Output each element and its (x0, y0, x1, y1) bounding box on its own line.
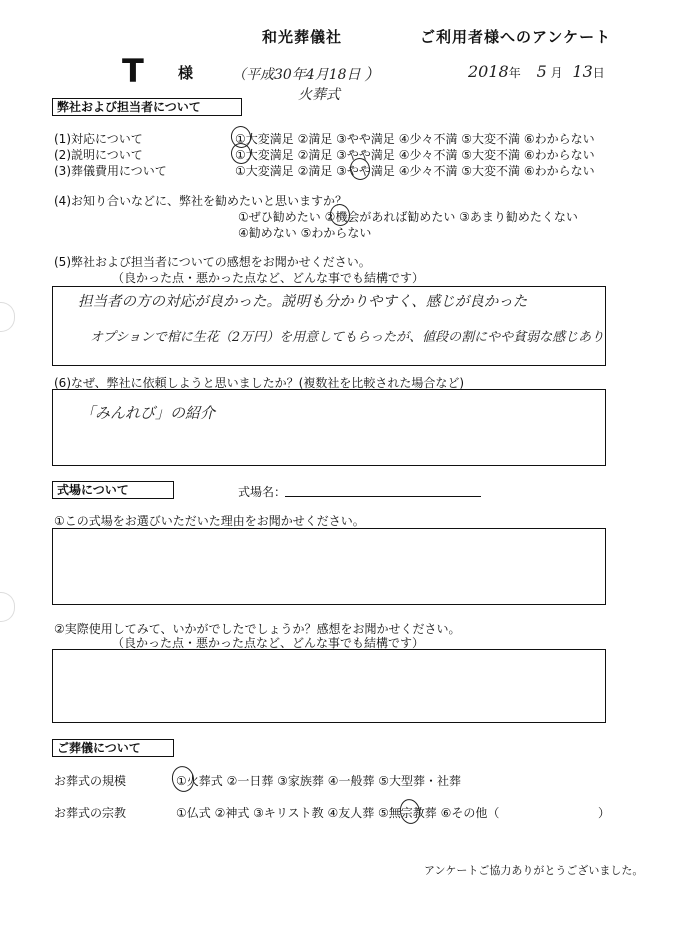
section-venue-heading: 式場について (52, 481, 174, 499)
q6-label: (6)なぜ、弊社に依頼しようと思いましたか？(複数社を比較された場合など) (54, 376, 465, 390)
section-staff-heading: 弊社および担当者について (52, 98, 242, 116)
funeral-religion-label: お葬式の宗教 (54, 806, 127, 820)
q4-options-line2: ④勧めない ⑤わからない (238, 226, 372, 240)
q4-options-line1: ①ぜひ勧めたい ②機会があれば勧めたい ③あまり勧めたくない (238, 210, 578, 224)
handwritten-ceremony-date: （平成30年4月18日 (232, 67, 361, 83)
date-month: 5 (536, 62, 547, 81)
customer-name: T (122, 52, 144, 90)
funeral-religion-selected-circle (398, 797, 423, 826)
q6-answer-box[interactable] (52, 389, 606, 466)
q5-sub-label: （良かった点・悪かった点など、どんな事でも結構です） (112, 271, 425, 285)
date-day: 13 (572, 62, 593, 81)
venue-q2-answer-box[interactable] (52, 649, 606, 723)
handwritten-ceremony-type: 火葬式 (298, 87, 340, 103)
punch-hole (0, 592, 15, 622)
funeral-scale-label: お葬式の規模 (54, 774, 127, 788)
venue-q2-sub-label: （良かった点・悪かった点など、どんな事でも結構です） (112, 636, 425, 650)
funeral-religion-options: ①仏式 ②神式 ③キリスト教 ④友人葬 ⑤無宗教葬 ⑥その他（ (176, 806, 500, 820)
survey-date (468, 62, 605, 81)
date-day-unit: 日 (592, 66, 605, 80)
q2-options: ①大変満足 ②満足 ③やや満足 ④少々不満 ⑤大変不満 ⑥わからない (235, 148, 595, 162)
footer-thanks: アンケートご協力ありがとうございました。 (424, 864, 644, 877)
date-year-unit: 年 (508, 66, 521, 80)
venue-q1-answer-box[interactable] (52, 528, 606, 605)
date-month-unit: 月 (550, 66, 563, 80)
q1-options: ①大変満足 ②満足 ③やや満足 ④少々不満 ⑤大変不満 ⑥わからない (235, 132, 595, 146)
section-funeral-heading: ご葬儀について (52, 739, 174, 757)
q5-answer-line2: オプションで棺に生花（2万円）を用意してもらったが、値段の割にやや貧弱な感じあり (90, 330, 605, 345)
q1-label: (1)対応について (54, 132, 143, 146)
q6-answer: 「みんれび」の紹介 (80, 404, 216, 422)
handwritten-paren-close: ） (364, 65, 381, 84)
q3-label: (3)葬儀費用について (54, 164, 167, 178)
funeral-religion-close-paren: ） (598, 806, 611, 820)
venue-name-label: 式場名： (238, 485, 287, 499)
q5-answer-line1: 担当者の方の対応が良かった。説明も分かりやすく、感じが良かった (78, 294, 528, 310)
q4-label: (4)お知り合いなどに、弊社を勧めたいと思いますか？ (54, 194, 348, 208)
q3-options: ①大変満足 ②満足 ③やや満足 ④少々不満 ⑤大変不満 ⑥わからない (235, 164, 595, 178)
company-name: 和光葬儀社 (262, 28, 343, 46)
funeral-scale-selected-circle (170, 764, 197, 794)
survey-title: ご利用者様へのアンケート (420, 28, 612, 46)
venue-name-field[interactable] (285, 484, 481, 497)
venue-q2-label: ②実際使用してみて、いかがでしたでしょうか？感想をお聞かせください。 (54, 622, 461, 636)
venue-q1-label: ①この式場をお選びいただいた理由をお聞かせください。 (54, 514, 365, 528)
honorific: 様 (178, 64, 194, 82)
q2-label: (2)説明について (54, 148, 143, 162)
date-year: 2018 (468, 62, 509, 81)
punch-hole (0, 302, 15, 332)
q5-label: (5)弊社および担当者についての感想をお聞かせください。 (54, 255, 371, 269)
funeral-scale-options: ①火葬式 ②一日葬 ③家族葬 ④一般葬 ⑤大型葬・社葬 (176, 774, 462, 788)
